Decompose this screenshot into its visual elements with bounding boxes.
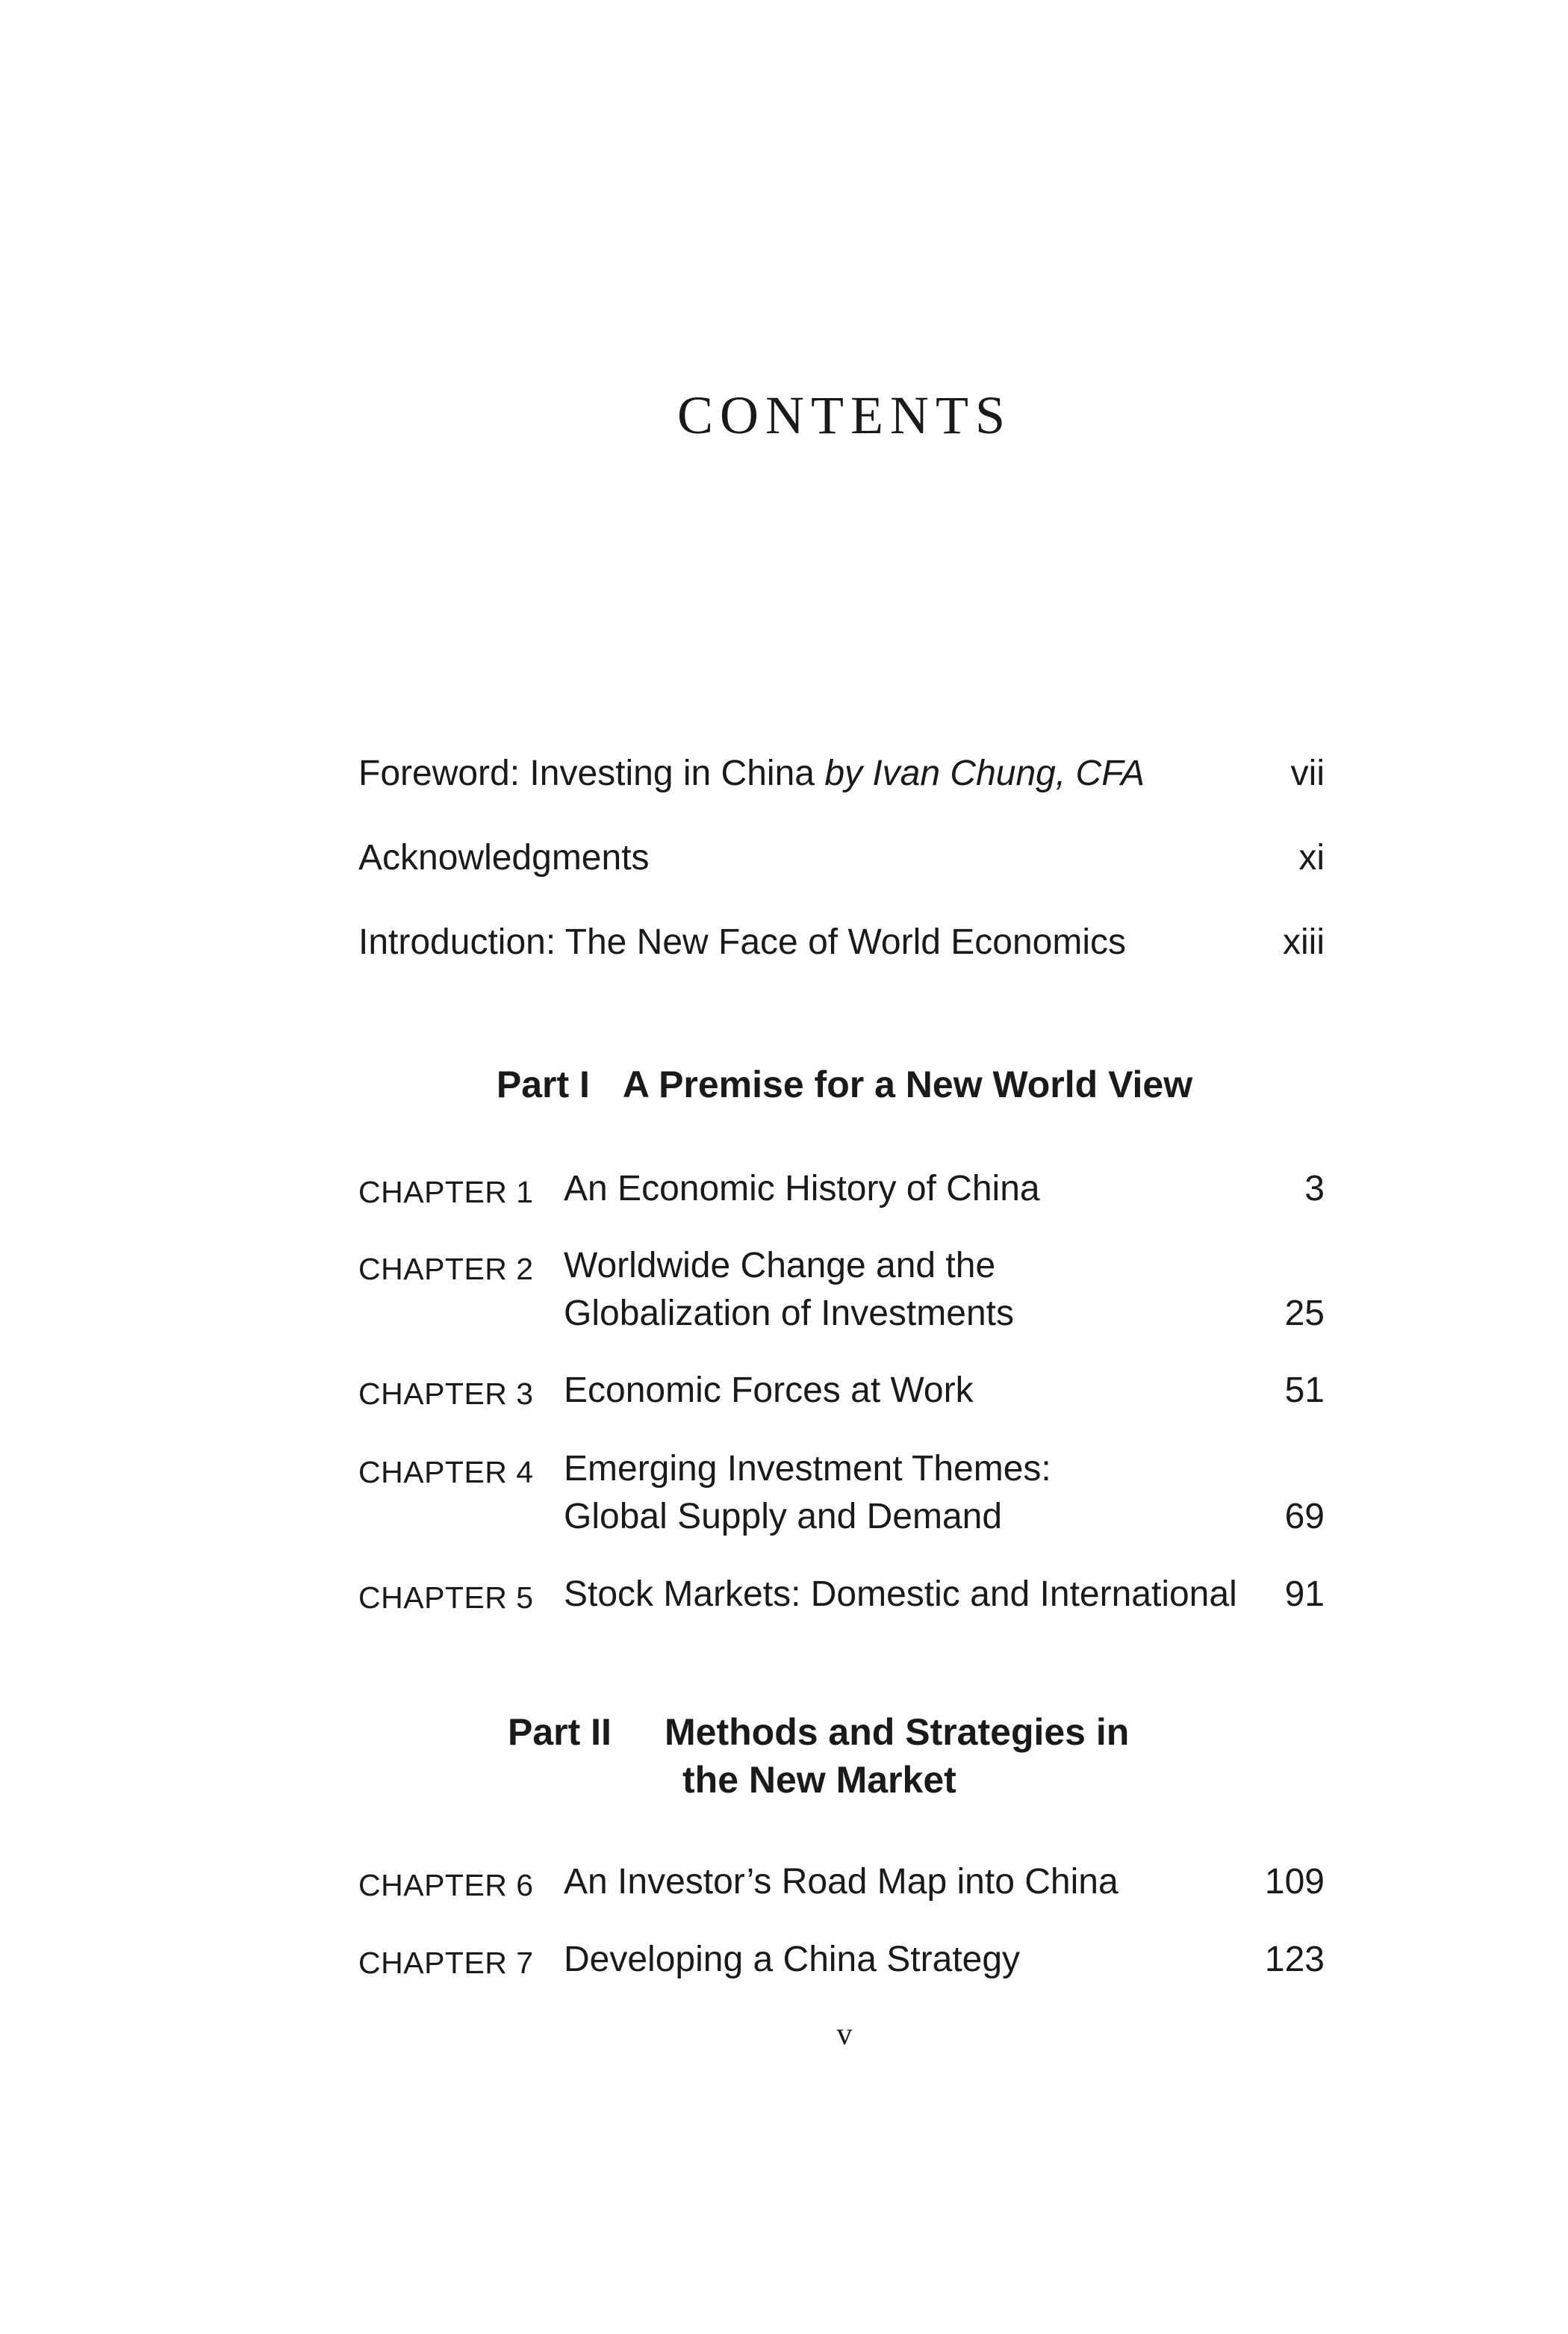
chapter-label: CHAPTER 1 [358,1175,534,1209]
part-number: Part II [508,1711,612,1753]
chapter-title-line: Economic Forces at Work [564,1371,974,1410]
chapter-title-line: Developing a China Strategy [564,1940,1021,1979]
page-number: 3 [1304,1169,1325,1208]
chapter-title-line: An Investor’s Road Map into China [564,1862,1119,1902]
chapter-label: CHAPTER 3 [358,1376,534,1411]
chapter-title-line: Globalization of Investments [564,1294,1014,1333]
part-1-heading [0,1061,1568,1108]
chapter-title-line: Stock Markets: Domestic and International [564,1574,1237,1614]
page-number: 109 [1264,1862,1325,1902]
toc-entry-acknowledgments[interactable] [358,840,1325,876]
part-title-line: the New Market [682,1759,956,1801]
page-number: 25 [1284,1294,1325,1333]
part-title-line: Methods and Strategies in [665,1711,1130,1753]
chapter-label: CHAPTER 2 [358,1252,534,1286]
page-number: 123 [1264,1940,1325,1979]
toc-entry-introduction[interactable] [358,922,1325,962]
page-number: vii [1290,754,1325,793]
chapter-title [564,1367,1310,1415]
chapter-title-line: Worldwide Change and the [564,1246,996,1285]
page-number: xiii [1283,922,1325,962]
page-title: CONTENTS [677,385,1012,445]
chapter-title-line: Emerging Investment Themes: [564,1449,1051,1489]
chapter-title [564,1858,1310,1906]
entry-title: Introduction: The New Face of World Economics [358,922,1127,962]
page-number: 91 [1284,1574,1325,1614]
chapter-title [564,1571,1310,1618]
chapter-title [564,1445,1310,1541]
entry-author: by Ivan Chung, CFA [824,754,1145,793]
page-number: 51 [1284,1371,1325,1410]
toc-entry-foreword[interactable] [358,756,1325,792]
page-number: 69 [1284,1497,1325,1536]
entry-title: Acknowledgments [358,838,650,878]
chapter-title [564,1165,1310,1213]
chapter-title-line: An Economic History of China [564,1169,1040,1208]
entry-title: Foreword: Investing in China [358,754,825,793]
part-number: Part I [496,1064,590,1105]
chapter-title-line: Global Supply and Demand [564,1497,1003,1536]
chapter-label: CHAPTER 4 [358,1455,534,1489]
chapter-label: CHAPTER 7 [358,1946,534,1980]
chapter-title [564,1936,1310,1984]
page-folio: v [836,2017,853,2052]
chapter-label: CHAPTER 6 [358,1868,534,1902]
part-title: A Premise for a New World View [622,1064,1193,1105]
chapter-title [564,1242,1310,1338]
page-number: xi [1298,838,1325,878]
chapter-label: CHAPTER 5 [358,1580,534,1615]
